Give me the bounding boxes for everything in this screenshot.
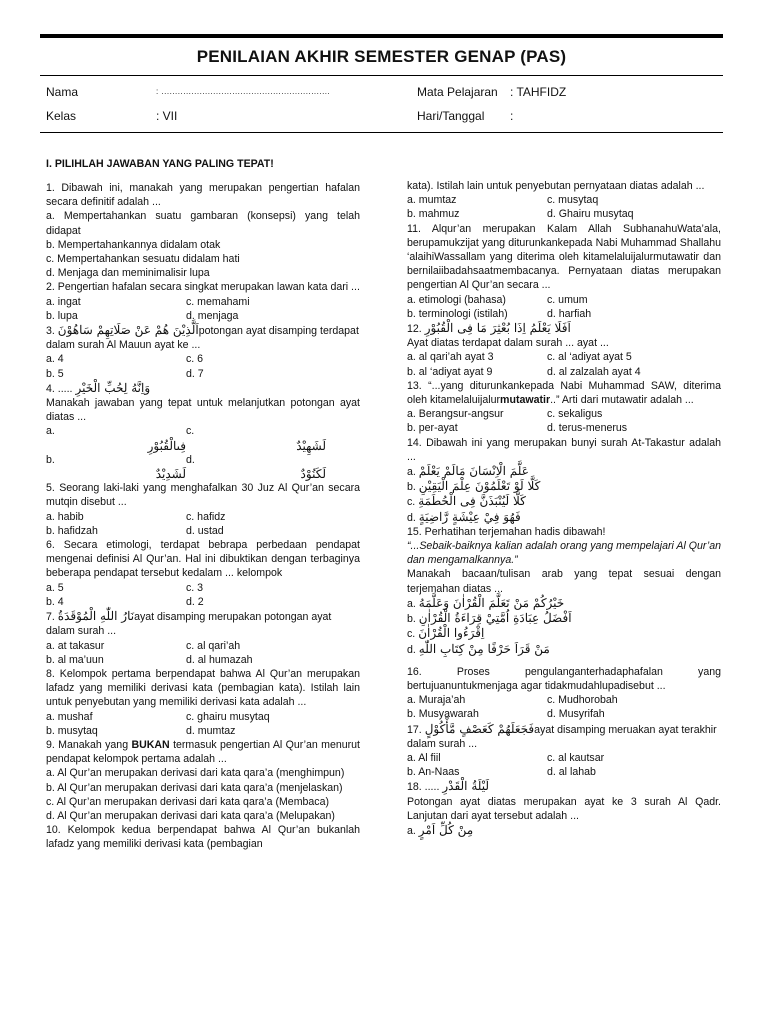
q16-option-d: d. Musyrifah [547,708,605,721]
q5-option-d: d. ustad [186,524,224,537]
q10-option-c: c. musytaq [547,194,599,207]
q4-options-row2 [46,453,360,481]
q5-option-c: c. hafidz [186,510,226,523]
q12-option-a: a. al qari’ah ayat 3 [407,351,494,364]
q3-number: 3. [46,325,55,338]
q18-option-a-label: a. [407,824,416,837]
q17-options-row1 [407,751,721,765]
q9-emphasis: BUKAN [131,738,170,751]
q7-option-a: a. at takasur [46,639,105,652]
q9-text-post: termasuk pengertian Al Qur’an menurut pendapat kelompok pertama adalah ... [46,738,360,766]
q1-option-a: a. Mempertahankan suatu gambaran (konsepsi) yang telah didapat [46,210,360,237]
question-14: 14. Dibawah ini yang merupakan bunyi surah At-Takastur adalah ... [407,436,721,463]
q3-options-row2 [46,367,360,381]
q2-option-c: c. memahami [186,295,250,308]
q18-text: Potongan ayat diatas merupakan ayat ke 3 surah Al Qadr. Lanjutan dari ayat tersebut adalah ... [407,795,721,822]
q12-option-b: b. al ‘adiyat ayat 9 [407,365,493,378]
q13-text-pre: 13. “...yang diturunkankepada Nabi Muhammad SAW, diterima oleh kitamelaluijalur [407,379,721,407]
q2-option-b: b. lupa [46,309,78,322]
q14-option-a [407,464,721,479]
q12-option-d: d. al zalzalah ayat 4 [547,365,641,378]
q16-option-c: c. Mudhorobah [547,694,618,707]
q7-options-row1 [46,639,360,653]
q12-options-row2 [407,365,721,379]
q17-option-b: b. An-Naas [407,766,460,779]
q5-options-row1 [46,510,360,524]
q10-option-a: a. mumtaz [407,194,457,207]
q5-options-row2 [46,524,360,538]
q9-option-c: c. Al Qur’an merupakan derivasi dari kata qara’a (Membaca) [46,795,330,808]
q3-option-b: b. 5 [46,367,64,380]
q13-option-c: c. sekaligus [547,408,603,421]
q4-number: 4. ..... [46,382,73,395]
q6-options-row2 [46,595,360,609]
q11-options-row1 [407,293,721,307]
q8-options-row1 [46,710,360,724]
question-15: 15. Perhatihan terjemahan hadis dibawah! [407,525,606,538]
q14-option-c [407,494,721,509]
nama-value: : .............................................................. [156,87,331,96]
question-4 [46,381,360,396]
header-bottom-rule [40,132,723,133]
q10-options-row2 [407,207,721,221]
q13-option-d: d. terus-menerus [547,422,628,435]
q2-option-a: a. ingat [46,295,81,308]
q4-option-d-arabic: لَكَنُوْدٌ [300,467,326,482]
q13-option-a: a. Berangsur-angsur [407,408,504,421]
q6-option-a: a. 5 [46,581,64,594]
q13-text-post: ..” Arti dari mutawatir adalah ... [550,394,694,407]
question-16: 16. Proses pengulanganterhadaphafalan yang bertujuanuntukmenjaga agar tidakmudahlupadisebut ... [407,665,721,692]
question-11: 11. Alqur’an merupakan Kalam Allah SubhanahuWata’ala, berupamukzijat yang diturunkankepada Nabi Muhammad Shallahu ‘alaihiWassallam yang diterima oleh kitamelaluijalurmutawatir dan bernilaiibadahsaatmembacanya. Pernyataan diatas merupakan pengertian Al Qur’an secara ... [407,222,721,292]
q17-option-a: a. Al fiil [407,751,441,764]
q18-number: 18. ..... [407,781,440,794]
question-1: 1. Dibawah ini, manakah yang merupakan pengertian hafalan secara definitif adalah ... [46,182,360,209]
question-9 [46,738,360,766]
section-title: I. PILIHLAH JAWABAN YANG PALING TEPAT! [46,158,274,170]
q15-option-d [407,642,721,657]
q6-option-c: c. 3 [186,581,204,594]
q4-option-a-arabic: فِىالْقُبُوْرِ [147,438,186,453]
q2-option-d: d. menjaga [186,309,239,322]
q16-options-row1 [407,693,721,707]
q4-option-b-arabic: لَشَدِيْدٌ [155,467,186,482]
q15-option-d-label: d. [407,643,416,656]
q7-number: 7. [46,611,55,624]
q15-option-a-label: a. [407,597,416,610]
right-column [407,179,721,838]
q17-option-d: d. al lahab [547,766,596,779]
student-info [40,76,723,124]
question-2: 2. Pengertian hafalan secara singkat merupakan lawan kata dari ... [46,281,360,294]
q11-option-d: d. harfiah [547,307,592,320]
q13-options-row2 [407,421,721,435]
mapel-label: Mata Pelajaran [417,85,498,99]
q17-arabic: فَجَعَلَهُمْ كَعَصْفٍ مَّأْكُوْلٍ [424,721,535,736]
question-17 [407,722,721,751]
q3-option-a: a. 4 [46,353,64,366]
q15-option-c [407,626,721,641]
q9-option-a: a. Al Qur’an merupakan derivasi dari kata qara’a (menghimpun) [46,767,345,780]
exam-header [40,34,723,133]
q4-option-c [186,424,326,452]
kelas-label: Kelas [46,109,77,123]
q6-options-row1 [46,581,360,595]
question-7 [46,609,360,638]
q7-option-d: d. al humazah [186,653,253,666]
q16-option-b: b. Musyawarah [407,708,479,721]
q15-option-b-label: b. [407,613,416,626]
q3-option-d: d. 7 [186,367,204,380]
q14-option-b [407,479,721,494]
q10-options-row1 [407,193,721,207]
q14-option-b-arabic: كَلَّا لَوْ تَعْلَمُوْنَ عِلْمَ الْيَقِيْنِ [418,479,541,494]
q3-arabic: اَلَّذِيْنَ هُمْ عَنْ صَلَاتِهِمْ سَاهُوْنَ [57,323,199,338]
q3-option-c: c. 6 [186,353,204,366]
q4-options-row1 [46,424,360,452]
q4-text: Manakah jawaban yang tepat untuk melanjutkan potongan ayat diatas ... [46,397,360,424]
q9-option-b: b. Al Qur’an merupakan derivasi dari kata qara’a (menjelaskan) [46,781,343,794]
q10-option-b: b. mahmuz [407,208,460,221]
q15-option-a-arabic: خَيْرُكُمْ مَنْ تَعَلَّمَ الْقُرْاٰنَ وَعَلَّمَهُ [418,595,565,610]
q14-option-b-label: b. [407,481,416,494]
q16-options-row2 [407,707,721,721]
kelas-value: : VII [156,109,178,123]
nama-label: Nama [46,85,79,99]
q11-option-c: c. umum [547,293,588,306]
hari-value: : [510,109,514,123]
q7-option-b: b. al ma’uun [46,653,104,666]
q17-option-c: c. al kautsar [547,751,605,764]
q1-option-d: d. Menjaga dan meminimalisir lupa [46,267,210,280]
question-5: 5. Seorang laki-laki yang menghafalkan 30 Juz Al Qur’an secara mutqin disebut ... [46,482,360,509]
q13-options-row1 [407,407,721,421]
q2-options-row2 [46,309,360,323]
q14-option-c-arabic: كَلَّا لَيُنْبَذَنَّ فِى الْحُطَمَةِ [418,494,526,509]
q12-text: Ayat diatas terdapat dalam surah ... ayat ... [407,337,609,350]
q4-option-b-label: b. [46,453,55,466]
q7-options-row2 [46,653,360,667]
question-10: 10. Kelompok kedua berpendapat bahwa Al Qur’an bukanlah lafadz yang memiliki derivasi kata (pembagian [46,824,360,851]
q3-options-row1 [46,352,360,366]
q12-arabic: اَفَلَا يَعْلَمُ اِذَا بُعْثِرَ مَا فِى الْقُبُوْرِ [424,321,571,336]
q10-option-d: d. Ghairu musytaq [547,208,634,221]
q8-option-d: d. mumtaz [186,724,236,737]
q14-option-d-arabic: فَهُوَ فِيْ عِيْشَةٍ رَّاضِيَةٍ [418,509,521,524]
q8-option-c: c. ghairu musytaq [186,710,270,723]
q8-options-row2 [46,724,360,738]
q14-option-c-label: c. [407,496,416,509]
q8-option-b: b. musytaq [46,724,98,737]
q7-arabic: نَارُ اللّٰهِ الْمُوْقَدَةُ [57,609,135,624]
q13-option-b: b. per-ayat [407,422,458,435]
q17-options-row2 [407,765,721,779]
hari-label: Hari/Tanggal [417,109,485,123]
q11-option-a: a. etimologi (bahasa) [407,293,506,306]
q5-option-a: a. habib [46,510,84,523]
q1-option-c: c. Mempertahankan sesuatu didalam hati [46,253,240,266]
question-12 [407,321,721,336]
q15-option-c-label: c. [407,628,416,641]
q11-options-row2 [407,307,721,321]
q12-number: 12. [407,323,422,336]
mapel-value: : TAHFIDZ [510,85,567,99]
q8-option-a: a. mushaf [46,710,93,723]
q7-text: ayat disamping merupakan potongan ayat dalam surah ... [46,611,332,638]
q15-text: Manakah bacaan/tulisan arab yang tepat sesuai dengan terjemahan diatas ... [407,568,721,595]
q17-text: ayat disamping meruakan ayat terakhir dalam surah ... [407,723,717,750]
q18-option-a-arabic: مِنْ كُلِّ اَمْرٍ [418,822,474,837]
q11-option-b: b. terminologi (istilah) [407,307,508,320]
q15-option-b [407,611,721,626]
left-column [46,181,360,852]
q4-option-a-label: a. [46,425,55,438]
q13-emphasis: mutawatir [500,394,551,407]
q15-option-c-arabic: اِقْرَءُوا الْقُرْاٰنَ [418,626,485,641]
q5-option-b: b. hafidzah [46,524,98,537]
q14-option-a-label: a. [407,466,416,479]
q18-arabic: لَيْلَةُ الْقَدْرِ [442,779,489,794]
q7-option-c: c. al qari’ah [186,639,241,652]
q16-option-a: a. Muraja’ah [407,694,466,707]
q1-option-b: b. Mempertahankannya didalam otak [46,238,221,251]
q4-option-d [186,453,326,481]
exam-title: PENILAIAN AKHIR SEMESTER GENAP (PAS) [196,47,567,66]
q15-quote: “...Sebaik-baiknya kalian adalah orang yang mempelajari Al Qur’an dan mengamalkannya.” [407,540,721,567]
q12-option-c: c. al ‘adiyat ayat 5 [547,351,632,364]
question-8: 8. Kelompok pertama berpendapat bahwa Al Qur’an merupakan lafadz yang memiliki derivasi kata (pembagian kata). Istilah lain untuk penyebutan yang memiliki derivasi kata adalah ... [46,667,360,709]
q4-arabic: وَاِنَّهُ لِحُبِّ الْخَيْرِ [75,380,151,395]
q4-option-c-label: c. [186,425,195,438]
q15-option-d-arabic: مَنْ قَرَاَ حَرْفًا مِنْ كِتَابِ اللّٰهِ [418,641,550,656]
q4-option-d-label: d. [186,453,195,466]
q14-option-d-label: d. [407,511,416,524]
q10-continued: kata). Istilah lain untuk penyebutan pernyataan diatas adalah ... [407,180,705,192]
q15-option-a [407,596,721,611]
q4-option-c-arabic: لَشَهِيْدٌ [296,438,326,453]
question-3 [46,323,360,352]
q14-option-d [407,510,721,525]
q2-options-row1 [46,295,360,309]
q6-option-d: d. 2 [186,595,204,608]
q12-options-row1 [407,350,721,364]
q9-text-pre: 9. Manakah yang [46,738,132,751]
q17-number: 17. [407,723,422,736]
q15-option-b-arabic: اَفْضَلُ عِبَادَةِ اُمَّتِيْ قِرَاءَةُ الْقُرْاٰنِ [418,611,572,626]
question-13 [407,379,721,407]
question-6: 6. Secara etimologi, terdapat bebrapa perbedaan pendapat mengenai definisi Al Qur’an. Hal ini dibuktikan dengan terbaginya beberapa pendapat tersebut kedalam ... kelompok [46,539,360,580]
q6-option-b: b. 4 [46,595,64,608]
q9-option-d: d. Al Qur’an merupakan derivasi dari kata qara’a (Melupakan) [46,809,335,822]
q14-option-a-arabic: عَلَّمَ الْاِنْسَانَ مَالَمْ يَعْلَمْ [418,464,529,479]
q4-option-a [46,424,186,452]
question-18 [407,779,721,794]
q18-option-a [407,823,721,838]
q3-text: potongan ayat disamping terdapat dalam surah Al Mauun ayat ke ... [46,325,359,352]
q4-option-b [46,453,186,481]
